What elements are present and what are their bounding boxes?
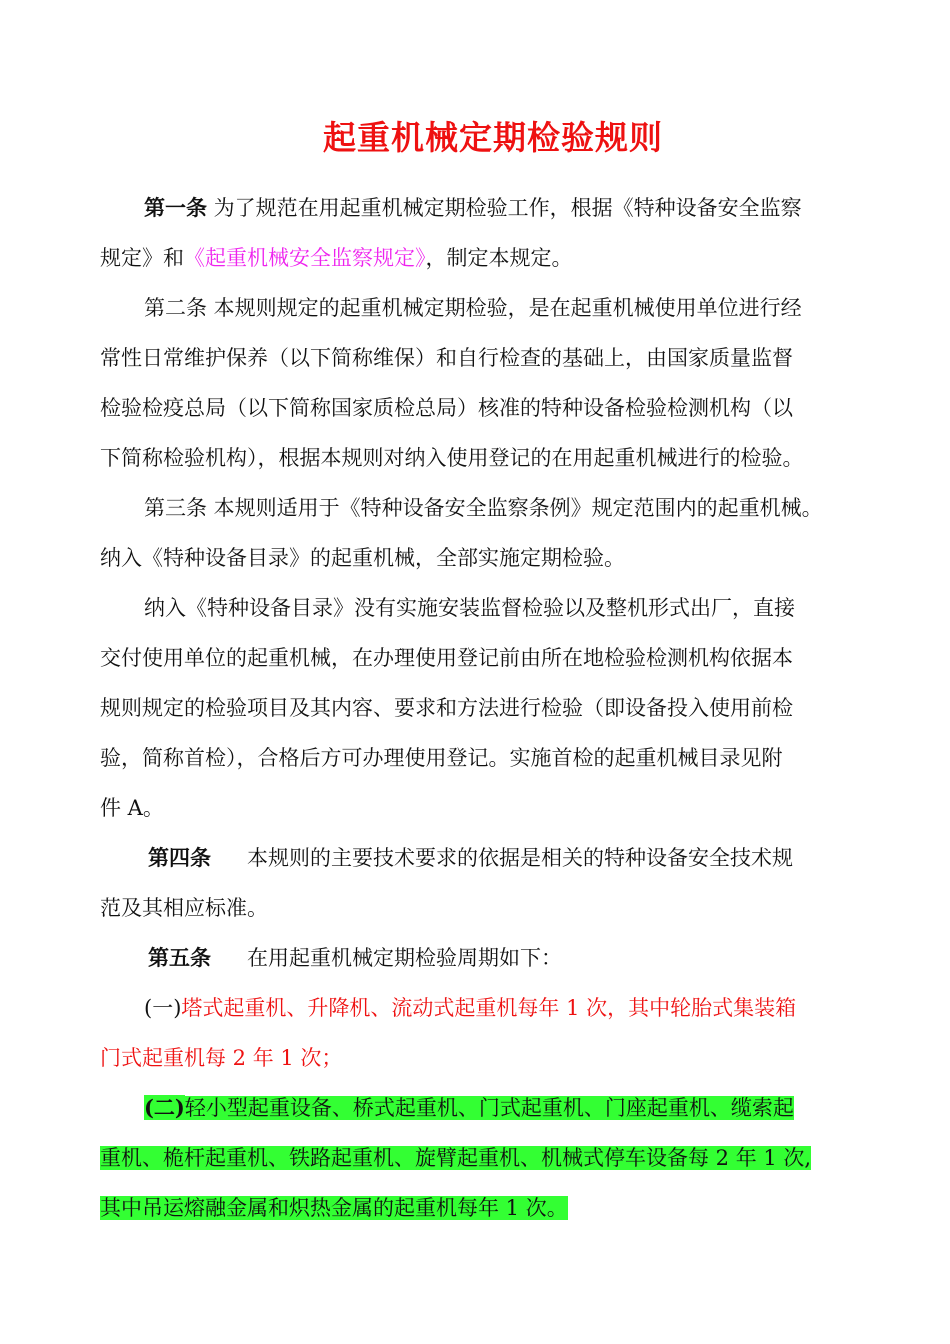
- article-2-line-2: 常性日常维护保养（以下简称维保）和自行检查的基础上，由国家质量监督: [100, 346, 793, 370]
- article-3-line-3: 纳入《特种设备目录》没有实施安装监督检验以及整机形式出厂，直接: [144, 596, 795, 620]
- article-5-item-2-number: (二): [144, 1095, 185, 1120]
- article-3-line-1: 第三条 本规则适用于《特种设备安全监察条例》规定范围内的起重机械。: [144, 496, 823, 520]
- article-4-text-1: 本规则的主要技术要求的依据是相关的特种设备安全技术规: [247, 846, 793, 870]
- article-1-cited-regulation: 《起重机械安全监察规定》: [184, 246, 426, 270]
- article-4-label: 第四条: [148, 846, 211, 870]
- article-5-item-2-line-2: [100, 1143, 811, 1173]
- article-1-line-2: [100, 243, 573, 273]
- article-4-line-2: 范及其相应标准。: [100, 896, 268, 920]
- article-5-text-1: 在用起重机械定期检验周期如下：: [247, 946, 562, 970]
- article-3-line-2: 纳入《特种设备目录》的起重机械，全部实施定期检验。: [100, 546, 625, 570]
- article-3-line-4: 交付使用单位的起重机械，在办理使用登记前由所在地检验检测机构依据本: [100, 646, 793, 670]
- article-3-line-7: 件 A。: [100, 796, 164, 820]
- article-5-label: 第五条: [148, 946, 211, 970]
- article-5-item-2-text-1: 轻小型起重设备、桥式起重机、门式起重机、门座起重机、缆索起: [184, 1096, 794, 1120]
- article-1-text-2c: ，制定本规定。: [425, 246, 573, 270]
- article-5-item-2-line-3: [100, 1193, 568, 1223]
- document-title: 起重机械定期检验规则: [323, 118, 663, 157]
- article-1-label: 第一条: [144, 196, 207, 220]
- article-2-line-3: 检验检疫总局（以下简称国家质检总局）核准的特种设备检验检测机构（以: [100, 396, 793, 420]
- article-5-line-1: [148, 943, 562, 973]
- article-1-line-1: [144, 193, 802, 223]
- article-5-item-1-text-1: 塔式起重机、升降机、流动式起重机每年 1 次，其中轮胎式集装箱: [181, 996, 797, 1020]
- article-5-item-1-line-2: 门式起重机每 2 年 1 次；: [100, 1046, 343, 1070]
- article-5-item-2-line-1: [144, 1093, 794, 1123]
- article-3-line-5: 规则规定的检验项目及其内容、要求和方法进行检验（即设备投入使用前检: [100, 696, 793, 720]
- article-1-text-1: 为了规范在用起重机械定期检验工作，根据《特种设备安全监察: [207, 196, 802, 220]
- article-4-line-1: [148, 843, 793, 873]
- article-5-item-2-text-2: 重机、桅杆起重机、铁路起重机、旋臂起重机、机械式停车设备每 2 年 1 次,: [100, 1146, 812, 1170]
- article-2-line-4: 下简称检验机构），根据本规则对纳入使用登记的在用起重机械进行的检验。: [100, 446, 804, 470]
- article-5-item-1-number: (一): [144, 996, 182, 1020]
- article-1-text-2a: 规定》和: [100, 246, 184, 270]
- article-3-line-6: 验，简称首检），合格后方可办理使用登记。实施首检的起重机械目录见附: [100, 746, 783, 770]
- article-2-line-1: 第二条 本规则规定的起重机械定期检验，是在起重机械使用单位进行经: [144, 296, 802, 320]
- article-5-item-1-line-1: [144, 993, 796, 1023]
- article-5-item-2-text-3: 其中吊运熔融金属和炽热金属的起重机每年 1 次。: [100, 1196, 568, 1220]
